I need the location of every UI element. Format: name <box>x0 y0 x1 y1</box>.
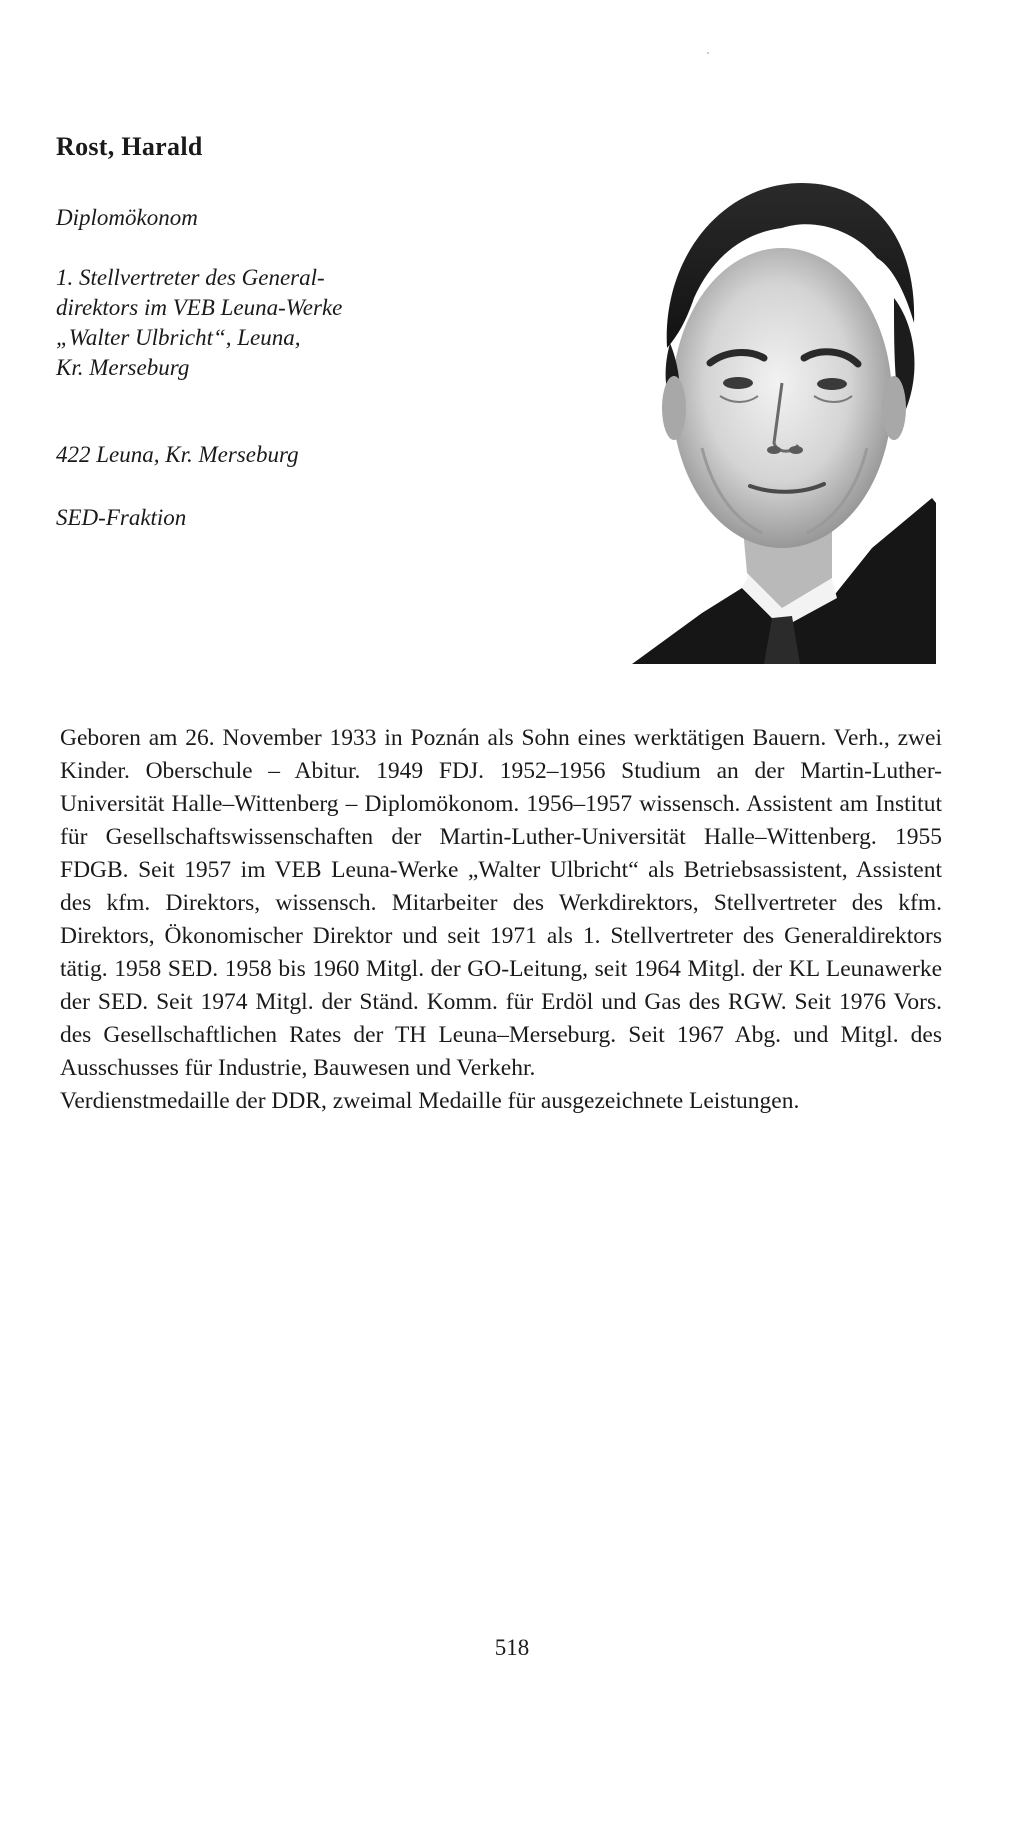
position-line: direktors im VEB Leuna-Werke <box>56 295 343 320</box>
page-number: 518 <box>494 1635 530 1660</box>
portrait-photo <box>632 158 936 664</box>
biography-paragraph: Geboren am 26. November 1933 in Poznán als Sohn eines werktätigen Bauern. Verh., zwei Kinder. Oberschule – Abitur. 1949 FDJ. 1952–1956 Studium an der Martin-Luther-Universität Halle–Wittenberg – Diplomökonom. 1956–1957 wissensch. Assistent am Institut für Gesellschaftswissenschaften der Martin-Luther-Universität Halle–Wittenberg. 1955 FDGB. Seit 1957 im VEB Leuna-Werke „Walter Ulbricht“ als Betriebsassistent, Assistent des kfm. Direktors, wissensch. Mitarbeiter des Werkdirektors, Stellvertreter des kfm. Direktors, Ökonomischer Direktor und seit 1971 als 1. Stellvertreter des Generaldirektors tätig. 1958 SED. 1958 bis 1960 Mitgl. der GO-Leitung, seit 1964 Mitgl. der KL Leunawerke der SED. Seit 1974 Mitgl. der Ständ. Komm. für Erdöl und Gas des RGW. Seit 1976 Vors. des Gesellschaftlichen Rates der TH Leuna–Merseburg. Seit 1967 Abg. und Mitgl. des Ausschusses für Industrie, Bauwesen und Verkehr. <box>60 725 942 1081</box>
job-position <box>56 263 476 383</box>
position-line: Kr. Merseburg <box>56 355 190 380</box>
parliamentary-faction: SED-Fraktion <box>56 505 187 530</box>
person-name: Rost, Harald <box>56 132 203 161</box>
position-line: „Walter Ulbricht“, Leuna, <box>56 325 301 350</box>
biography-paragraph: Verdienstmedaille der DDR, zweimal Medaille für ausgezeichnete Leistungen. <box>60 1088 800 1114</box>
academic-degree: Diplomökonom <box>56 205 198 230</box>
scan-speck <box>707 52 709 54</box>
address: 422 Leuna, Kr. Merseburg <box>56 442 299 467</box>
biography <box>60 722 942 1118</box>
position-line: 1. Stellvertreter des General- <box>56 265 325 290</box>
